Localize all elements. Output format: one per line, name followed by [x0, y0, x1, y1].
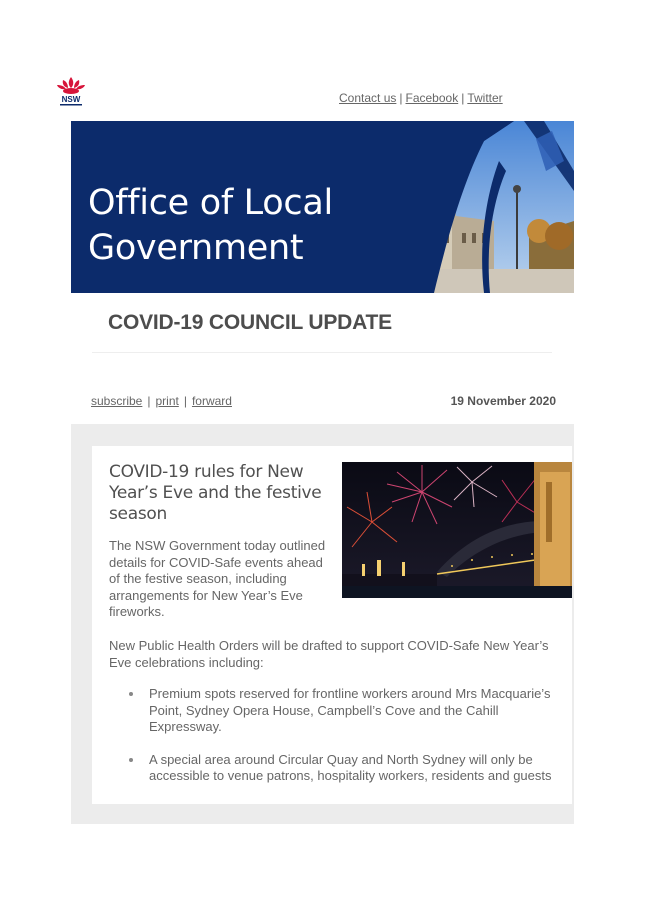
article-paragraph: New Public Health Orders will be drafted to support COVID-Safe New Year’s Eve celebrations including:: [109, 638, 549, 670]
article-title[interactable]: COVID-19 rules for New Year’s Eve and the festive season: [109, 462, 322, 524]
bullet-dot-icon: [129, 692, 133, 696]
nsw-logo-text: NSW: [61, 95, 81, 104]
newsletter-actions: [91, 394, 232, 408]
title-divider: [92, 352, 552, 353]
article-card: [92, 446, 572, 804]
header-links: [339, 91, 503, 105]
bullet-text: A special area around Circular Quay and North Sydney will only be accessible to venue patrons, hospitality workers, residents and guests: [149, 751, 552, 783]
banner-title-line2: Government: [88, 228, 304, 268]
bullet-text: Premium spots reserved for frontline workers around Mrs Macquarie’s Point, Sydney Opera House, Campbell’s Cove and the Cahill Expressway.: [149, 686, 551, 734]
article-intro: The NSW Government today outlined details for COVID-Safe events ahead of the festive season, including arrangements for New Year’s Eve fireworks.: [109, 538, 326, 619]
office-of-local-government-banner: [71, 121, 574, 293]
subscribe-link[interactable]: subscribe: [91, 394, 143, 408]
forward-link[interactable]: forward: [191, 394, 232, 408]
issue-date: 19 November 2020: [450, 394, 556, 408]
update-title: COVID-19 COUNCIL UPDATE: [108, 311, 392, 334]
article-bullet-list: [109, 686, 569, 801]
action-separator: |: [147, 394, 151, 408]
link-separator: |: [399, 91, 403, 105]
nsw-logo-icon[interactable]: [54, 75, 88, 109]
action-separator: |: [183, 394, 187, 408]
print-link[interactable]: print: [155, 394, 179, 408]
fireworks-photo[interactable]: [342, 462, 572, 598]
contact-us-link[interactable]: Contact us: [339, 91, 397, 105]
twitter-link[interactable]: Twitter: [467, 91, 503, 105]
facebook-link[interactable]: Facebook: [405, 91, 459, 105]
banner-streetscape-image: [424, 121, 574, 293]
bullet-item: [109, 686, 569, 736]
link-separator: |: [461, 91, 465, 105]
banner-title: [88, 181, 333, 271]
banner-title-line1: Office of Local: [88, 183, 333, 223]
bullet-dot-icon: [129, 758, 133, 762]
bullet-item: [109, 752, 569, 785]
